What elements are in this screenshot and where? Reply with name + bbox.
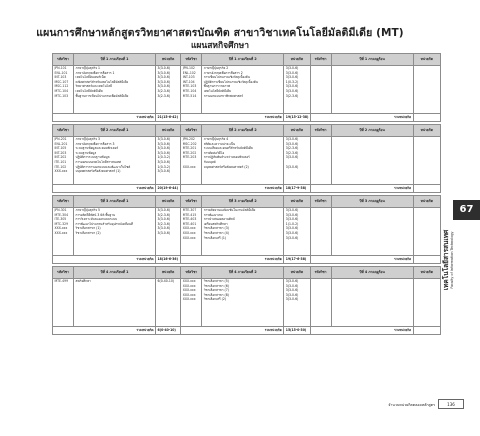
course-code: MTE-202: [182, 150, 197, 155]
course-name: เตรียมสหกิจศึกษา: [203, 221, 228, 226]
semester-header: ปีที่ 1 ภาคฤดูร้อน: [331, 54, 413, 66]
course-code: JPN-201: [54, 137, 67, 141]
semester-total-label: รวมหน่วยกิต: [74, 185, 156, 193]
semester-total-row: [53, 256, 441, 264]
total-spacer: [53, 185, 74, 193]
course-credit-cell: [284, 137, 310, 185]
course-name-cell: [202, 66, 284, 114]
year-header-row: [53, 54, 441, 66]
course-credit: 3(3-0-6): [285, 88, 299, 93]
course-credit: 3(3-0-6): [157, 79, 171, 84]
course-name: กับมนุษย์: [203, 159, 216, 164]
course-code: INT-202: [54, 155, 67, 160]
course-credit: 3(3-0-6): [157, 66, 171, 70]
course-code: MTE-403: [182, 217, 197, 222]
semester-total-label: รวมหน่วยกิต: [331, 327, 413, 335]
course-name: วิทยาศาสตร์และเทคโนโลยี: [75, 84, 112, 89]
credit-column-header: หน่วยกิต: [156, 54, 181, 66]
semester-total-value: 19(15-12-38): [284, 114, 310, 122]
semester-total-value: 6(0-40-10): [156, 327, 181, 335]
course-code: ITE-305: [54, 217, 67, 222]
course-name-cell: [74, 66, 156, 114]
course-name-cell: [74, 208, 156, 256]
course-code-cell: [53, 279, 74, 327]
semester-total-value: [413, 185, 440, 193]
course-name-cell: [331, 137, 413, 185]
code-column-header: รหัสวิชา: [53, 196, 74, 208]
total-spacer: [181, 185, 202, 193]
course-credit: 3(3-0-6): [285, 297, 299, 302]
course-credit: 3(3-0-6): [157, 146, 171, 151]
course-code: XXX-xxx: [182, 235, 196, 240]
course-name: การพัฒนาโปรแกรมสำหรับอุปกรณ์เคลื่อนที่: [75, 221, 133, 226]
course-credit: 3(3-0-6): [285, 155, 299, 160]
course-credit: 3(3-0-6): [285, 212, 299, 217]
course-name: เทคโนโลยีมัลติมีเดีย: [75, 88, 103, 93]
course-code: JPN-202: [182, 137, 195, 141]
semester-total-label: รวมหน่วยกิต: [74, 327, 156, 335]
semester-total-label: รวมหน่วยกิต: [331, 185, 413, 193]
total-spacer: [53, 327, 74, 335]
course-name: การนำเสนอผลงานศิลป์: [203, 217, 235, 222]
course-code: XXX-xxx: [182, 279, 196, 283]
course-name: วิชาเลือกสาขา (4): [203, 230, 229, 235]
course-name: มนุษยศาสตร์หรือสังคมศาสตร์ (2): [203, 164, 249, 169]
course-name: สหกิจศึกษา: [75, 279, 91, 283]
semester-header: ปีที่ 2 ภาคเรียนที่ 1: [74, 125, 156, 137]
course-credit-cell: [156, 66, 181, 114]
course-name: ปฏิบัติการเขียนโปรแกรมเชิงวัตถุเบื้องต้น: [203, 79, 258, 84]
course-credit: 1(0-3-2): [157, 164, 171, 169]
code-column-header: รหัสวิชา: [181, 196, 202, 208]
course-name: คณิตศาสตร์สำหรับเทคโนโลยีมัลติมีเดีย: [75, 79, 129, 84]
course-code: XXX-xxx: [182, 230, 196, 235]
course-credit: 1(0-3-2): [285, 79, 299, 84]
course-name: ภาษาญี่ปุ่นธุรกิจ 3: [75, 137, 100, 141]
course-name: วิชาเลือกเสรี (1): [203, 235, 227, 240]
total-credits-label: จำนวนหน่วยกิตตลอดหลักสูตร: [388, 403, 435, 407]
course-credit: 3(3-0-6): [157, 226, 171, 231]
course-code: MSC-112: [54, 84, 69, 89]
course-name: เทคโนโลยีอินเทอร์เน็ต: [75, 75, 106, 80]
credit-column-header: หน่วยกิต: [156, 125, 181, 137]
course-credit-cell: [156, 137, 181, 185]
course-name-cell: [331, 279, 413, 327]
semester-header: ปีที่ 3 ภาคเรียนที่ 2: [202, 196, 284, 208]
code-column-header: รหัสวิชา: [181, 125, 202, 137]
course-name: พื้นฐานการวาดภาพ: [203, 84, 231, 89]
course-credit-cell: [284, 279, 310, 327]
course-code-cell: [310, 208, 331, 256]
total-spacer: [310, 256, 331, 264]
course-code: ITE-102: [54, 164, 67, 169]
code-column-header: รหัสวิชา: [181, 267, 202, 279]
course-name: การผลิตงานแอนิเมชันในงานมัลติมีเดีย: [203, 208, 256, 212]
course-code-cell: [53, 137, 74, 185]
semester-total-label: รวมหน่วยกิต: [202, 256, 284, 264]
semester-courses-row: [53, 279, 441, 327]
course-name: สถิติและความน่าจะเป็น: [203, 141, 236, 146]
course-name: วิชาเลือกสาขา (5): [203, 279, 229, 283]
course-name: ระบบฐานข้อมูล: [75, 150, 97, 155]
course-name: วิชาเลือกสาขา (1): [75, 226, 101, 231]
course-code: ENL-201: [54, 141, 68, 146]
course-name: วิชาเลือกสาขา (2): [75, 230, 101, 235]
course-credit: 3(3-0-6): [285, 279, 299, 283]
course-name: ปฏิบัติการการออกแบบและพัฒนาเว็บไซต์: [75, 164, 131, 169]
course-credit: 3(3-0-6): [285, 66, 299, 70]
course-code-cell: [310, 66, 331, 114]
course-name: การปฏิสัมพันธ์ระหว่างคอมพิวเตอร์: [203, 155, 250, 160]
course-code: MTC-329: [54, 221, 69, 226]
course-code: ITE-101: [54, 159, 67, 164]
course-code: XXX-xxx: [182, 226, 196, 231]
course-credit: 3(3-0-6): [285, 208, 299, 212]
course-code: MSC-107: [54, 79, 69, 84]
total-spacer: [310, 114, 331, 122]
course-credit: 3(2-3-6): [157, 93, 171, 98]
course-credit: 3(3-0-6): [285, 70, 299, 75]
credit-column-header: หน่วยกิต: [156, 267, 181, 279]
course-code: XXX-xxx: [54, 230, 68, 235]
course-credit: 3(3-0-6): [157, 208, 171, 212]
semester-total-value: 18(16-6-36): [156, 256, 181, 264]
course-credit-cell: [284, 208, 310, 256]
course-name: ภาษาอังกฤษเพื่อการสื่อสาร 3: [75, 141, 115, 146]
semester-total-value: [413, 256, 440, 264]
course-credit: 3(3-0-6): [285, 288, 299, 293]
course-credit: 3(2-3-6): [157, 221, 171, 226]
code-column-header: รหัสวิชา: [53, 125, 74, 137]
course-name-cell: [74, 137, 156, 185]
course-code-cell: [53, 208, 74, 256]
year-header-row: [53, 267, 441, 279]
course-name: การออกแบบเทคโนโลยีสารสนเทศ: [75, 159, 121, 164]
course-name: ภาษาญี่ปุ่นธุรกิจ 5: [75, 208, 100, 212]
course-credit: 3(3-0-6): [157, 84, 171, 89]
course-code: MTE-415: [182, 212, 197, 217]
course-code: XXX-xxx: [182, 288, 196, 293]
course-code: XXX-xxx: [54, 169, 68, 174]
course-credit: 3(2-3-6): [285, 146, 299, 151]
semester-total-value: [413, 114, 440, 122]
faculty-name-thai: เทคโนโลยีสารสนเทศ: [442, 229, 450, 291]
code-column-header: รหัสวิชา: [310, 267, 331, 279]
total-credits-value: 136: [438, 399, 464, 409]
course-code: MTE-203: [182, 155, 197, 160]
year-header-row: [53, 125, 441, 137]
semester-header: ปีที่ 2 ภาคฤดูร้อน: [331, 125, 413, 137]
semester-total-label: รวมหน่วยกิต: [74, 256, 156, 264]
course-code-cell: [53, 66, 74, 114]
credit-column-header: หน่วยกิต: [284, 54, 310, 66]
course-code: INT-103: [54, 75, 67, 80]
semester-total-value: 15(15-0-30): [284, 327, 310, 335]
semester-total-label: รวมหน่วยกิต: [331, 114, 413, 122]
total-spacer: [181, 327, 202, 335]
course-code: XXX-xxx: [182, 283, 196, 288]
course-credit: 6(0-40-10): [157, 279, 174, 283]
course-credit-cell: [156, 279, 181, 327]
course-name: พื้นฐานการเขียนโปรแกรมเพื่อมัลติมีเดีย: [75, 93, 129, 98]
course-credit: 3(3-0-6): [157, 169, 171, 174]
course-name: การผลิตวีดีทัศน์ 3 มิติ พื้นฐาน: [75, 212, 116, 217]
course-credit: 3(3-0-6): [157, 137, 171, 141]
semester-total-row: [53, 327, 441, 335]
total-spacer: [53, 256, 74, 264]
course-code: INT-103: [182, 75, 195, 80]
course-name: การพัฒนาเกม: [203, 212, 223, 217]
semester-total-value: 19(17-6-38): [284, 256, 310, 264]
total-spacer: [181, 114, 202, 122]
course-name: วิชาเลือกสาขา (6): [203, 283, 229, 288]
semester-courses-row: [53, 66, 441, 114]
course-credit-cell: [413, 66, 440, 114]
course-name: ภาษาญี่ปุ่นธุรกิจ 2: [203, 66, 229, 70]
semester-total-label: รวมหน่วยกิต: [74, 114, 156, 122]
semester-total-label: รวมหน่วยกิต: [331, 256, 413, 264]
course-name: การตัดต่อวิดีโอ: [203, 150, 225, 155]
course-credit: 3(3-0-6): [285, 235, 299, 240]
course-credit: 3(3-0-6): [285, 84, 299, 89]
course-code: MTE-307: [182, 208, 197, 212]
semester-header: ปีที่ 3 ภาคเรียนที่ 1: [74, 196, 156, 208]
semester-header: ปีที่ 4 ภาคเรียนที่ 1: [74, 267, 156, 279]
course-code: XXX-xxx: [182, 164, 196, 169]
credit-column-header: หน่วยกิต: [413, 267, 440, 279]
course-credit-cell: [413, 137, 440, 185]
code-column-header: รหัสวิชา: [181, 54, 202, 66]
course-credit-cell: [413, 279, 440, 327]
course-credit: 3(3-0-6): [285, 75, 299, 80]
total-spacer: [181, 256, 202, 264]
code-column-header: รหัสวิชา: [53, 54, 74, 66]
credit-column-header: หน่วยกิต: [156, 196, 181, 208]
course-code: XXX-xxx: [182, 297, 196, 302]
course-name: วิชาเลือกสาขา (3): [203, 226, 229, 231]
semester-total-label: รวมหน่วยกิต: [202, 185, 284, 193]
course-name-cell: [74, 279, 156, 327]
course-code: JPN-102: [182, 66, 195, 70]
course-credit: 3(3-0-6): [157, 150, 171, 155]
course-credit: 3(2-3-6): [157, 88, 171, 93]
course-code-cell: [310, 279, 331, 327]
course-credit: 3(3-0-6): [157, 70, 171, 75]
course-code: ENL-102: [182, 70, 196, 75]
course-name: วิชาเลือกสาขา (8): [203, 292, 229, 297]
course-name: วิชาเลือกเสรี (2): [203, 297, 227, 302]
course-credit: 3(3-0-6): [157, 159, 171, 164]
course-name-cell: [202, 208, 284, 256]
code-column-header: รหัสวิชา: [53, 267, 74, 279]
year-header-row: [53, 196, 441, 208]
course-code: ENL-101: [54, 70, 68, 75]
total-spacer: [310, 327, 331, 335]
course-code: MTC-103: [54, 93, 69, 98]
total-spacer: [310, 185, 331, 193]
course-name: ภาษาอังกฤษเพื่อการสื่อสาร 1: [75, 70, 115, 75]
course-code: INT-105: [54, 146, 67, 151]
semester-header: ปีที่ 1 ภาคเรียนที่ 2: [202, 54, 284, 66]
course-credit: 1(1-0-2): [285, 221, 299, 226]
course-credit: 3(3-0-6): [157, 230, 171, 235]
credit-column-header: หน่วยกิต: [413, 54, 440, 66]
course-credit-cell: [413, 208, 440, 256]
faculty-side-label: [442, 210, 458, 310]
semester-courses-row: [53, 137, 441, 185]
course-credit: 3(3-0-6): [157, 217, 171, 222]
course-name: การวิเคราะห์และออกแบบระบบ: [75, 217, 118, 222]
code-column-header: รหัสวิชา: [310, 125, 331, 137]
code-column-header: รหัสวิชา: [310, 196, 331, 208]
course-code: MTC-104: [54, 88, 69, 93]
course-credit-cell: [156, 208, 181, 256]
course-code-cell: [181, 137, 202, 185]
course-code: MTE-401: [182, 221, 197, 226]
semester-total-value: [413, 327, 440, 335]
course-code: MTE-201: [182, 146, 197, 151]
course-code: INT-104: [182, 79, 195, 84]
course-code-cell: [310, 137, 331, 185]
course-name: ระบบเสียงและดนตรีสำหรับมัลติมีเดีย: [203, 146, 253, 151]
course-credit: 3(3-0-6): [285, 164, 299, 169]
course-credit: 3(2-3-6): [285, 150, 299, 155]
course-code: MTE-104: [182, 88, 197, 93]
course-code: MTE-304: [54, 212, 69, 217]
course-code: MSC-202: [182, 141, 197, 146]
page-title: แผนการศึกษาหลักสูตรวิทยาศาสตรบัณฑิต สาขาวิชาเทคโนโลยีมัลติมีเดีย (MT): [36, 27, 404, 39]
course-code: JPN-101: [54, 66, 67, 70]
course-name-cell: [331, 208, 413, 256]
semester-total-row: [53, 185, 441, 193]
semester-total-label: รวมหน่วยกิต: [202, 114, 284, 122]
course-name: เทคโนโลยีมัลติมีเดีย: [203, 88, 231, 93]
semester-header: ปีที่ 4 ภาคเรียนที่ 2: [202, 267, 284, 279]
semester-courses-row: [53, 208, 441, 256]
course-code: XXX-xxx: [54, 226, 68, 231]
semester-total-value: 21(15-6-42): [156, 114, 181, 122]
course-name: ปฏิบัติการระบบฐานข้อมูล: [75, 155, 110, 160]
course-credit: 3(3-0-6): [285, 226, 299, 231]
course-credit: 3(3-0-6): [285, 137, 299, 141]
course-credit: 3(3-0-6): [285, 292, 299, 297]
credit-column-header: หน่วยกิต: [413, 125, 440, 137]
semester-header: ปีที่ 3 ภาคฤดูร้อน: [331, 196, 413, 208]
semester-total-label: รวมหน่วยกิต: [202, 327, 284, 335]
credit-column-header: หน่วยกิต: [413, 196, 440, 208]
course-code: MTE-499: [54, 279, 69, 283]
course-name-cell: [202, 137, 284, 185]
course-name: การออกแบบกราฟิกพลศาสตร์: [203, 93, 244, 98]
faculty-name-english: Faculty of Information Technology: [450, 231, 454, 289]
course-code: MTE-103: [182, 84, 197, 89]
semester-total-value: 20(19-6-44): [156, 185, 181, 193]
course-credit: 3(3-0-6): [285, 283, 299, 288]
course-code: MTE-514: [182, 93, 197, 98]
study-plan-table: [52, 53, 441, 335]
semester-total-row: [53, 114, 441, 122]
course-name: ภาษาอังกฤษเพื่อการสื่อสาร 2: [203, 70, 243, 75]
course-name: ภาษาญี่ปุ่นธุรกิจ 4: [203, 137, 229, 141]
course-code-cell: [181, 66, 202, 114]
semester-header: ปีที่ 1 ภาคเรียนที่ 1: [74, 54, 156, 66]
course-name: ภาษาญี่ปุ่นธุรกิจ 1: [75, 66, 100, 70]
credit-column-header: หน่วยกิต: [284, 267, 310, 279]
page-number-tab: 67: [453, 200, 480, 220]
semester-header: ปีที่ 2 ภาคเรียนที่ 2: [202, 125, 284, 137]
course-credit: 3(3-0-6): [285, 230, 299, 235]
course-code-cell: [181, 208, 202, 256]
course-credit: 3(3-0-6): [157, 141, 171, 146]
course-credit-cell: [284, 66, 310, 114]
course-name: มนุษยศาสตร์หรือสังคมศาสตร์ (1): [75, 169, 121, 174]
course-name: ระบบฐานข้อมูลและคอมพิวเตอร์: [75, 146, 119, 151]
course-code: XXX-xxx: [182, 292, 196, 297]
course-code: JPN-301: [54, 208, 67, 212]
course-name: การเขียนโปรแกรมเชิงวัตถุเบื้องต้น: [203, 75, 250, 80]
course-code: INT-203: [54, 150, 67, 155]
course-credit: 1(0-3-2): [157, 155, 171, 160]
page-subtitle: แผนสหกิจศึกษา: [190, 41, 250, 51]
course-credit: 3(3-0-6): [285, 141, 299, 146]
code-column-header: รหัสวิชา: [310, 54, 331, 66]
total-spacer: [53, 114, 74, 122]
credit-column-header: หน่วยกิต: [284, 125, 310, 137]
course-credit: 3(3-0-6): [285, 217, 299, 222]
course-credit: 3(2-3-6): [285, 93, 299, 98]
semester-header: ปีที่ 4 ภาคฤดูร้อน: [331, 267, 413, 279]
course-code-cell: [181, 279, 202, 327]
course-credit: 3(2-3-6): [157, 212, 171, 217]
course-name: วิชาเลือกสาขา (7): [203, 288, 229, 293]
credit-column-header: หน่วยกิต: [284, 196, 310, 208]
course-name-cell: [202, 279, 284, 327]
semester-total-value: 18(17-9-38): [284, 185, 310, 193]
course-credit: 3(3-0-6): [157, 75, 171, 80]
course-name-cell: [331, 66, 413, 114]
